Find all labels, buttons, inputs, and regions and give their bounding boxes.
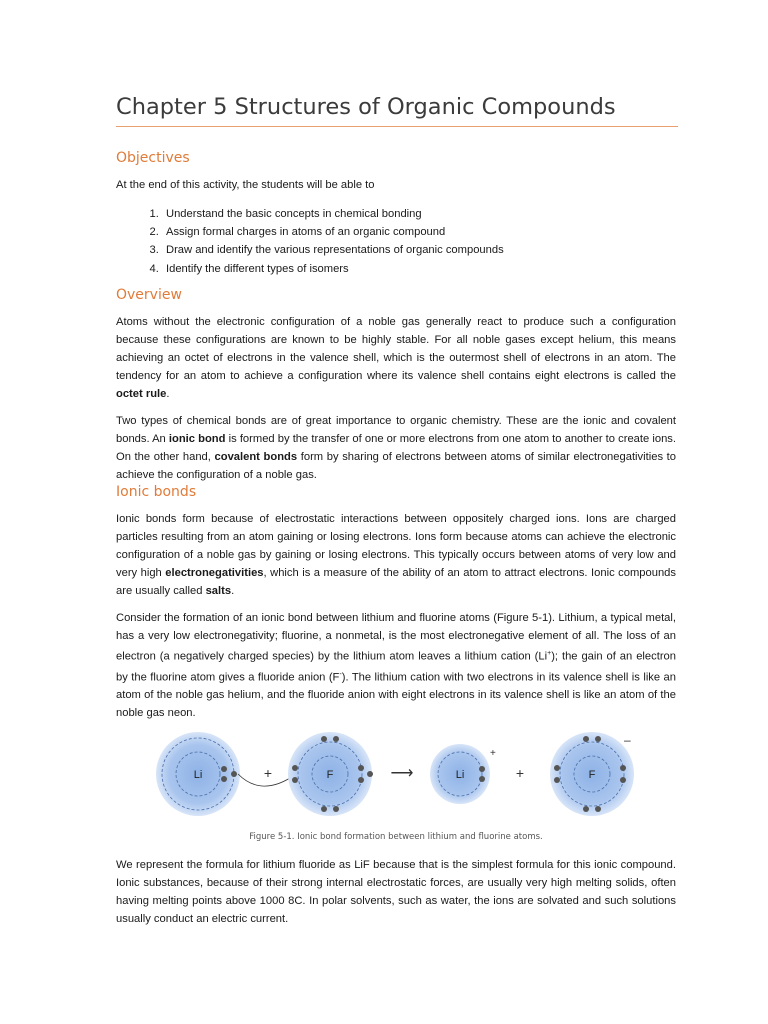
list-item: 4. Identify the different types of isomers [162, 260, 682, 278]
ionic-paragraph-2: Consider the formation of an ionic bond between lithium and fluorine atoms (Figure 5-1). Lithium, a typical metal, has a very low electronegativity; fluorine, a nonmetal, is the most electronegative element of all. The loss of an electron (a negatively charged species) by the lithium atom leaves a lithium cation (Li+); the gain of an electron by the fluorine atom gives a fluoride anion (F-). The lithium cation with two electrons in its valence shell is like an atom of the noble gas helium, and the fluoride anion with eight electrons in its valence shell is like an atom of the noble gas neon. [116, 612, 676, 720]
overview-paragraph-2: Two types of chemical bonds are of great importance to organic chemistry. These are the ionic and covalent bonds. An ionic bond is formed by the transfer of one or more electrons from one atom to another to create ions. On the other hand, covalent bonds form by sharing of electrons between atoms of similar electronegativities to achieve the configuration of a noble gas. [116, 415, 676, 481]
svg-text:Li: Li [455, 769, 465, 781]
ionic-paragraph-3: We represent the formula for lithium fluoride as LiF because that is the simplest formula for this ionic compound. Ionic substances, because of their strong internal electrostatic forces, are usually very high melting solids, often having melting points above 1000 8C. In polar solvents, such as water, the ions are solvated and such solutions usually conduct an electric current. [116, 859, 676, 925]
page-title: Chapter 5 Structures of Organic Compounds [116, 94, 678, 127]
overview-paragraph-1: Atoms without the electronic configuration of a noble gas generally react to produce such a configuration because these configurations are known to be highly stable. For all noble gases except helium, this means achieving an octet of electrons in the valence shell, which is the outermost shell of electrons in an atom. The tendency for an atom to achieve a configuration where its valence shell contains eight electrons is called the octet rule. [116, 316, 676, 400]
objectives-intro: At the end of this activity, the students will be able to [116, 179, 375, 191]
list-item: 3. Draw and identify the various representations of organic compounds [162, 241, 682, 259]
reaction-arrow: ⟶ [390, 765, 414, 782]
list-item: 1. Understand the basic concepts in chemical bonding [162, 205, 682, 223]
objectives-heading: Objectives [116, 150, 190, 166]
list-item: 2. Assign formal charges in atoms of an organic compound [162, 223, 682, 241]
cation-charge: + [490, 748, 496, 759]
anion-charge: – [624, 733, 631, 747]
plus-sign: + [263, 765, 273, 781]
objectives-list [138, 205, 682, 278]
f-label: F [326, 769, 334, 781]
svg-text:F: F [588, 769, 596, 781]
lithium-cation [430, 744, 496, 804]
svg-text:+: + [515, 765, 525, 781]
fluorine-atom [288, 732, 373, 816]
ionic-bonds-heading: Ionic bonds [116, 484, 197, 500]
ionic-bond-figure [150, 726, 650, 822]
lithium-atom [156, 732, 240, 816]
li-label: Li [193, 769, 203, 781]
overview-heading: Overview [116, 287, 182, 303]
figure-caption: Figure 5-1. Ionic bond formation between lithium and fluorine atoms. [249, 832, 543, 842]
ionic-paragraph-1: Ionic bonds form because of electrostatic interactions between oppositely charged ions. Ions are charged particles resulting from an atom gaining or losing electrons. Ions form because atoms can achieve the electronic configuration of a noble gas by gaining or losing electrons. This typically occurs between atoms of very low and very high electronegativities, which is a measure of the ability of an atom to attract electrons. Ionic compounds are usually called salts. [116, 513, 676, 597]
fluoride-anion [550, 732, 634, 816]
